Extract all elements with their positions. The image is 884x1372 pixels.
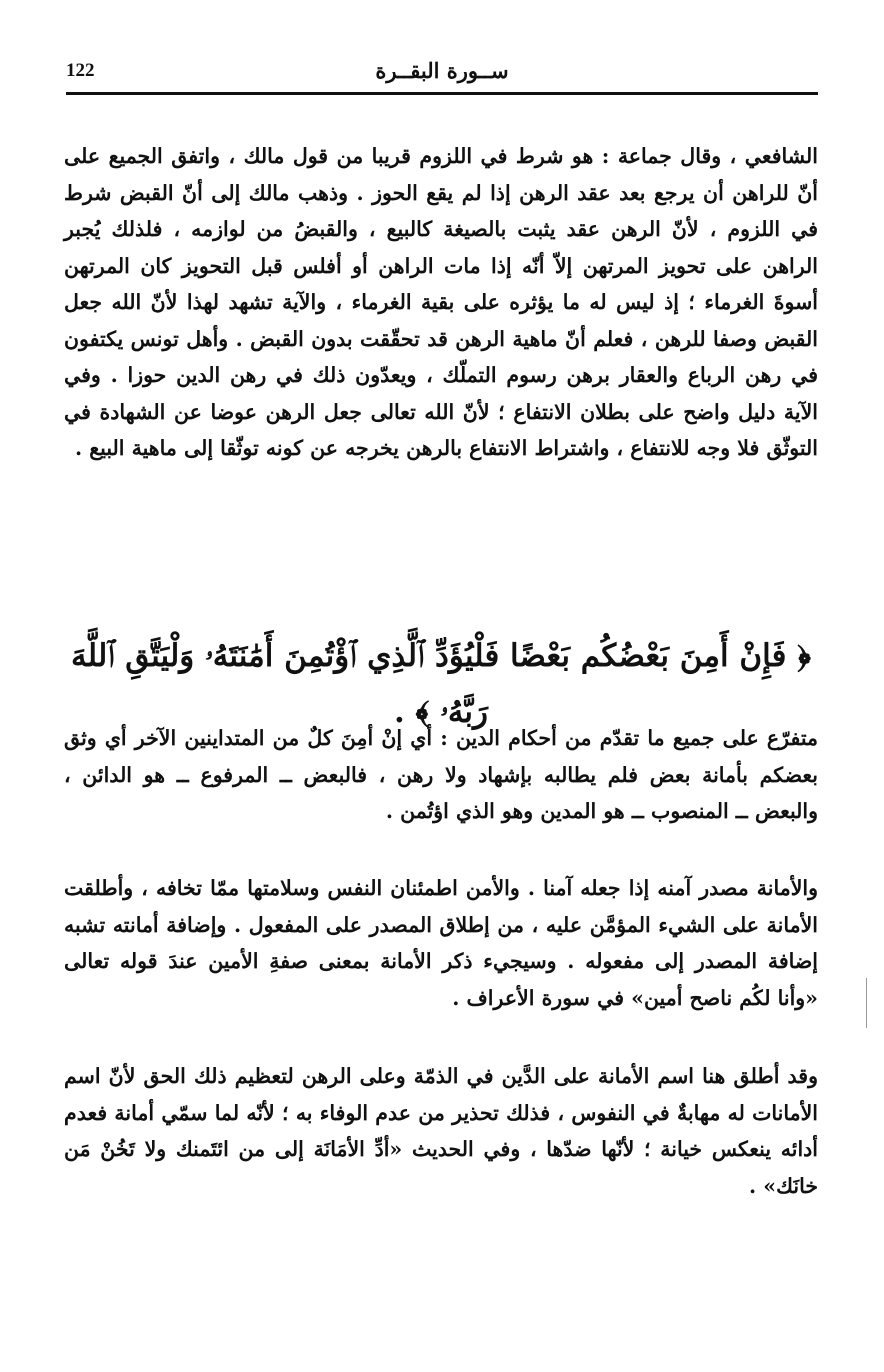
paragraph-commentary-3: والأمانة مصدر آمنه إذا جعله آمنا . والأمن اطمئنان النفس وسلامتها ممّا تخافه ، وأطلقت الأمانة على الشيء المؤمَّن عليه ، من إطلاق المصدر على المفعول . وإضافة أمانته تشبه إضافة المصدر إلى مفعوله . وسيجيء ذكر الأمانة بمعنى صفةِ الأمين عندَ قوله تعالى «وأنا لكُم ناصح أمين» في سورة الأعراف . [64, 876, 818, 1010]
page-header [66, 52, 818, 95]
page-number: 122 [66, 60, 95, 81]
quran-verse: ﴿ فَإِنْ أَمِنَ بَعْضُكُم بَعْضًا فَلْيُؤَدِّ ٱلَّذِي ٱؤْتُمِنَ أَمَٰنَتَهُۥ وَلْيَتَّقِ ٱللَّهَ رَبَّهُۥ ﴾ . [71, 638, 811, 730]
paragraph-commentary-2: متفرّع على جميع ما تقدّم من أحكام الدين : أي إنْ أمِنَ كلٌ من المتداينين الآخر أي وثق بعضكم بأمانة بعض فلم يطالبه بإشهاد ولا رهن ، فالبعض ــ المرفوع ــ هو الدائن ، والبعض ــ المنصوب ــ هو المدين وهو الذي اؤتُمن . [64, 726, 818, 823]
margin-line [866, 978, 867, 1028]
surah-title: ســورة البقــرة [375, 58, 509, 83]
paragraph-commentary-4: وقد أطلق هنا اسم الأمانة على الدَّين في الذمّة وعلى الرهن لتعظيم ذلك الحق لأنّ اسم الأمانات له مهابةٌ في النفوس ، فذلك تحذير من عدم الوفاء به ؛ لأنّه لما سمّي أمانة فعدم أدائه ينعكس خيانة ؛ لأنّها ضدّها ، وفي الحديث «أدِّ الأمَانَة إلى من ائتَمنك ولا تَخُنْ مَن خانَك» . [64, 1064, 818, 1198]
paragraph-commentary-1: الشافعي ، وقال جماعة : هو شرط في اللزوم قريبا من قول مالك ، واتفق الجميع على أنّ للراهن أن يرجع بعد عقد الرهن إذا لم يقع الحوز . وذهب مالك إلى أنّ القبض شرط في اللزوم ، لأنّ الرهن عقد يثبت بالصيغة كالبيع ، والقبضُ من لوازمه ، فلذلك يُجبر الراهن على تحويز المرتهن إلاّ أنّه إذا مات الراهن أو أفلس قبل التحويز كان المرتهن أسوةَ الغرماء ؛ إذ ليس له ما يؤثره على بقية الغرماء ، والآية تشهد لهذا لأنّ الله جعل القبض وصفا للرهن ، فعلم أنّ ماهية الرهن قد تحقّقت بدون القبض . وأهل تونس يكتفون في رهن الرباع والعقار برهن رسوم التملّك ، ويعدّون ذلك في رهن الدين حوزا . وفي الآية دليل واضح على بطلان الانتفاع ؛ لأنّ الله تعالى جعل الرهن عوضا عن الشهادة في التوثّق فلا وجه للانتفاع ، واشتراط الانتفاع بالرهن يخرجه عن كونه توثّقا إلى ماهية البيع . [64, 144, 818, 460]
